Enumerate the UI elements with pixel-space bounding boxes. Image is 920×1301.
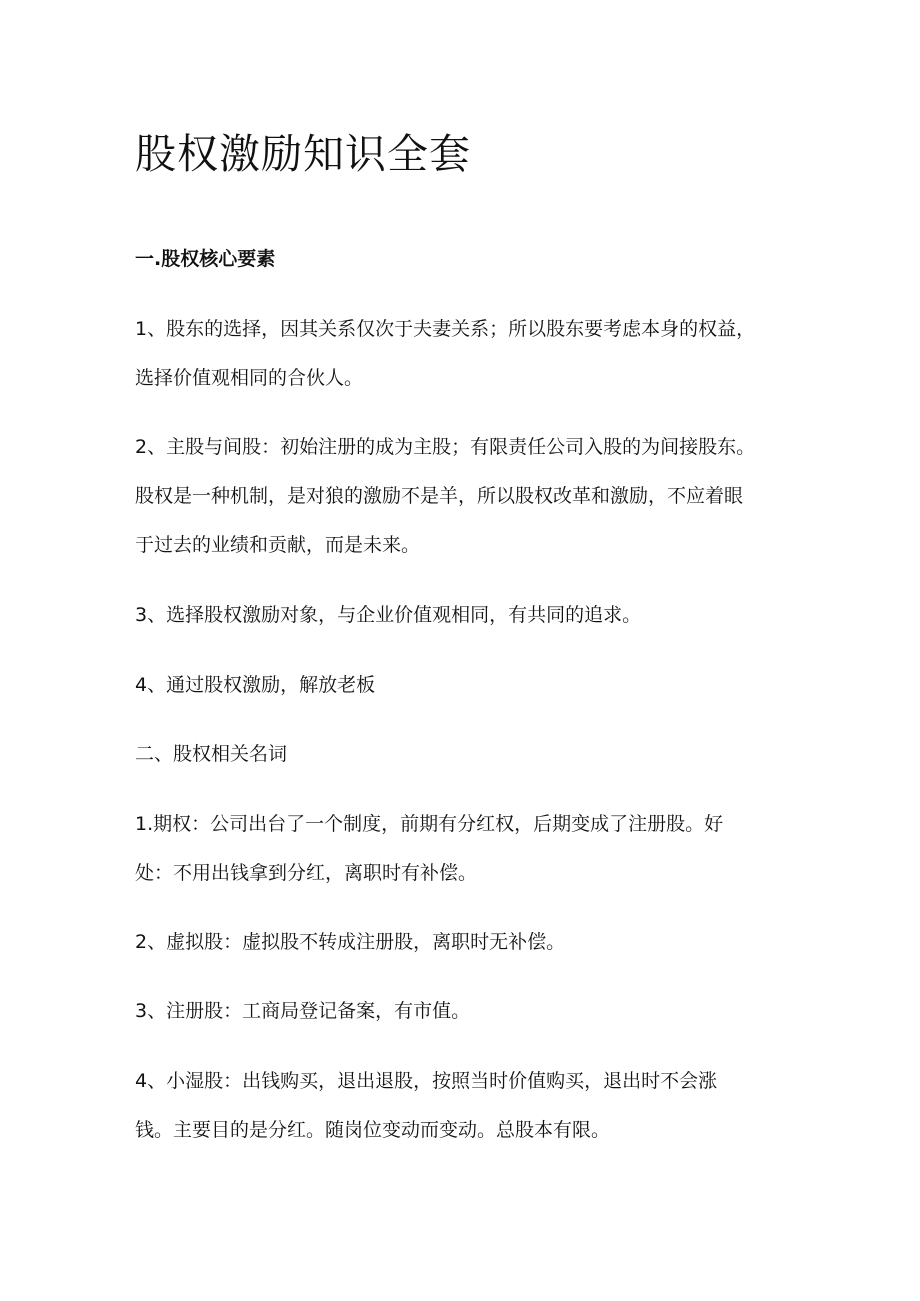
paragraph-line: 2、虚拟股：虚拟股不转成注册股，离职时无补偿。 bbox=[135, 931, 566, 953]
section-heading-core-elements: 一.股权核心要素 bbox=[135, 248, 276, 270]
document-title: 股权激励知识全套 bbox=[135, 130, 471, 178]
paragraph-small-wet-shares bbox=[135, 1067, 717, 1144]
paragraph-options bbox=[135, 810, 723, 887]
paragraph-free-the-boss bbox=[135, 671, 375, 699]
paragraph-line: 于过去的业绩和贡献，而是未来。 bbox=[135, 534, 421, 556]
paragraph-line: 钱。主要目的是分红。随岗位变动而变动。总股本有限。 bbox=[135, 1119, 611, 1141]
paragraph-shareholder-selection bbox=[135, 315, 755, 392]
paragraph-line: 1、股东的选择，因其关系仅次于夫妻关系；所以股东要考虑本身的权益， bbox=[135, 318, 756, 340]
paragraph-line: 3、注册股：工商局登记备案，有市值。 bbox=[135, 1000, 471, 1022]
paragraph-virtual-shares bbox=[135, 928, 565, 956]
paragraph-incentive-targets bbox=[135, 601, 641, 629]
paragraph-line: 3、选择股权激励对象，与企业价值观相同，有共同的追求。 bbox=[135, 604, 642, 626]
paragraph-main-and-indirect-shares bbox=[135, 433, 755, 559]
paragraph-line: 股权是一种机制，是对狼的激励不是羊，所以股权改革和激励，不应着眼 bbox=[135, 485, 744, 507]
paragraph-line: 处：不用出钱拿到分红，离职时有补偿。 bbox=[135, 862, 478, 884]
paragraph-line: 选择价值观相同的合伙人。 bbox=[135, 367, 364, 389]
paragraph-registered-shares bbox=[135, 997, 470, 1025]
section-heading-related-terms: 二、股权相关名词 bbox=[135, 743, 288, 765]
paragraph-line: 4、小湿股：出钱购买，退出退股，按照当时价值购买，退出时不会涨 bbox=[135, 1070, 718, 1092]
paragraph-line: 1.期权：公司出台了一个制度，前期有分红权，后期变成了注册股。好 bbox=[135, 813, 724, 835]
paragraph-line: 4、通过股权激励，解放老板 bbox=[135, 674, 376, 696]
paragraph-line: 2、主股与间股：初始注册的成为主股；有限责任公司入股的为间接股东。 bbox=[135, 436, 756, 458]
